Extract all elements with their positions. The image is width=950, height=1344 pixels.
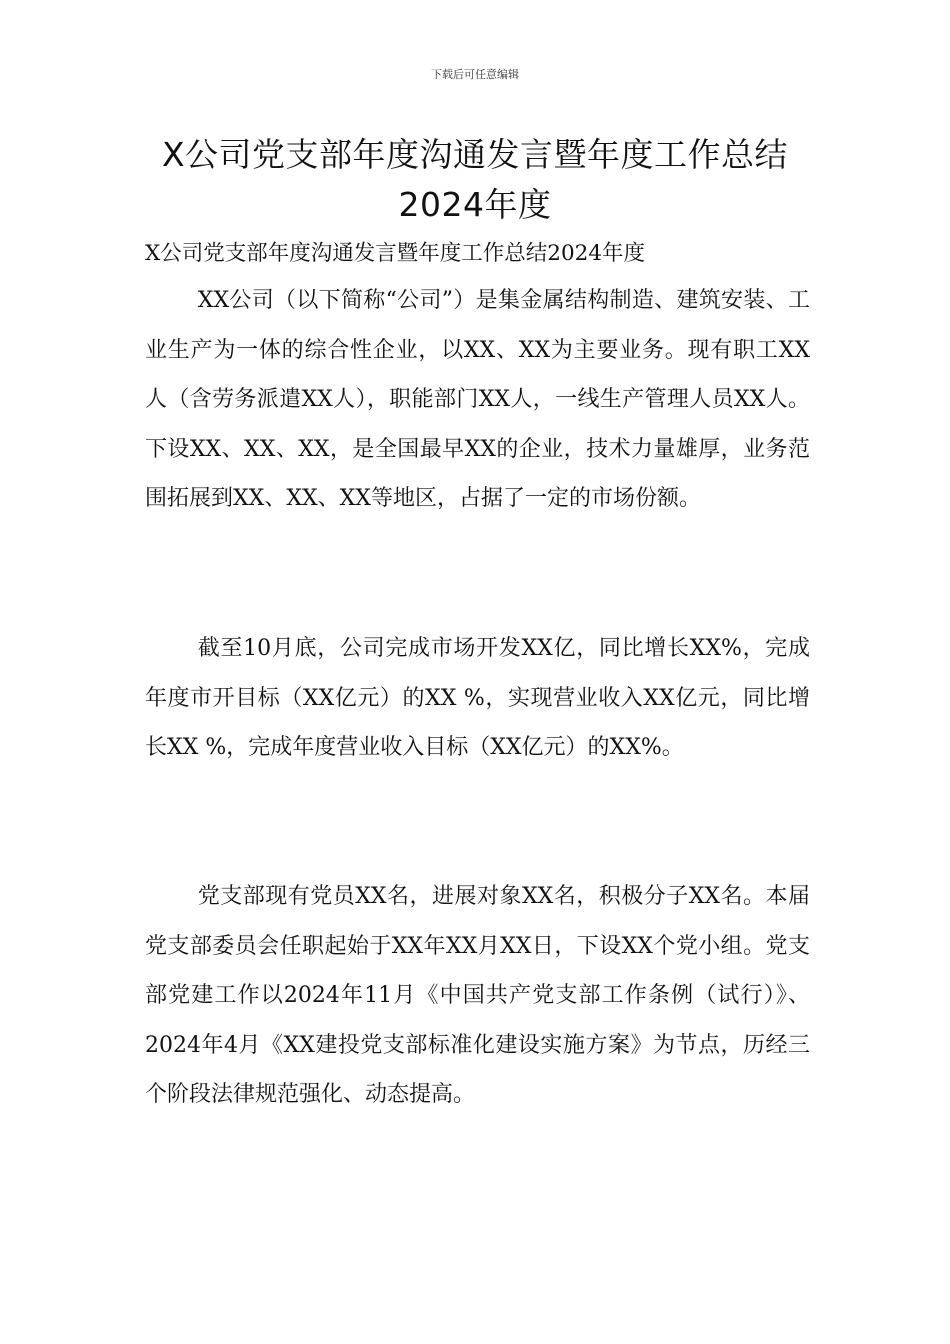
title-line-2: 2024年度 (398, 185, 552, 224)
paragraph-performance: 截至10月底，公司完成市场开发XX亿，同比增长XX%，完成年度市开目标（XX亿元）的XX %，实现营业收入XX亿元，同比增长XX %，完成年度营业收入目标（XX亿元）的XX%。 (145, 636, 810, 761)
document-title (120, 130, 830, 230)
header-note: 下载后可任意编辑 (431, 68, 519, 81)
paragraph-company-intro: XX公司（以下简称“公司”）是集金属结构制造、建筑安装、工业生产为一体的综合性企业，以XX、XX为主要业务。现有职工XX人（含劳务派遣XX人），职能部门XX人，一线生产管理人员XX人。下设XX、XX、XX，是全国最早XX的企业，技术力量雄厚，业务范围拓展到XX、XX、XX等地区，占据了一定的市场份额。 (145, 288, 810, 512)
title-line-1: X公司党支部年度沟通发言暨年度工作总结 (161, 135, 789, 174)
document-subtitle: X公司党支部年度沟通发言暨年度工作总结2024年度 (145, 241, 646, 266)
paragraph-party-branch: 党支部现有党员XX名，进展对象XX名，积极分子XX名。本届党支部委员会任职起始于XX年XX月XX日，下设XX个党小组。党支部党建工作以2024年11月《中国共产党支部工作条例（试行）》、2024年4月《XX建投党支部标准化建设实施方案》为节点，历经三个阶段法律规范强化、动态提高。 (145, 884, 810, 1108)
